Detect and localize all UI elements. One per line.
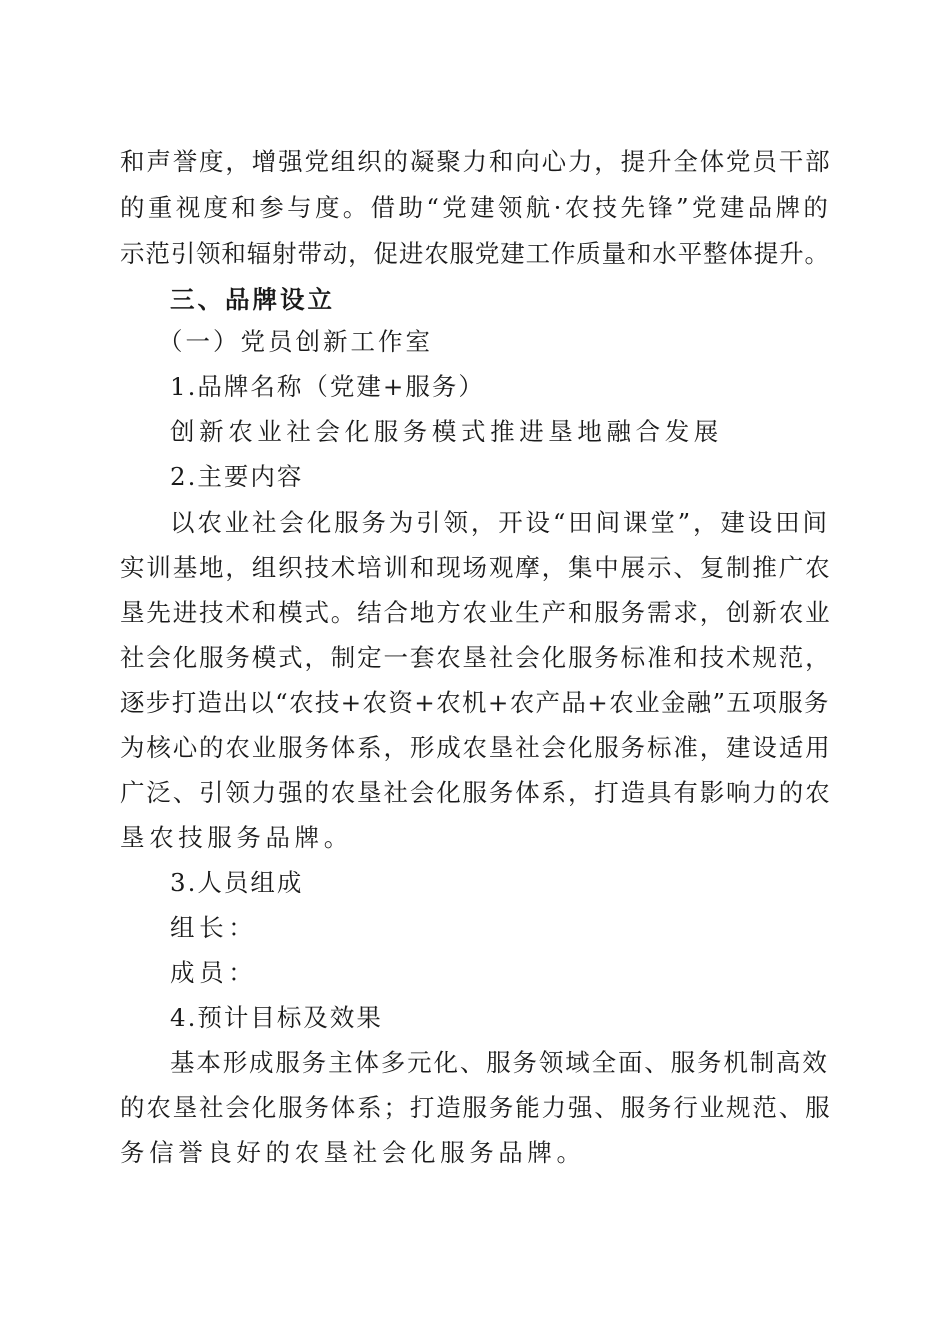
subsection-heading: （一）党员创新工作室 — [158, 327, 433, 356]
item-title: 3.人员组成 — [170, 868, 304, 897]
paragraph-line: 实训基地，组织技术培训和现场观摩，集中展示、复制推广农 — [120, 553, 832, 582]
section-heading: 三、品牌设立 — [170, 285, 335, 314]
paragraph-line: 务信誉良好的农垦社会化服务品牌。 — [120, 1138, 586, 1167]
paragraph-line: 为核心的农业服务体系，形成农垦社会化服务标准，建设适用 — [120, 733, 832, 762]
paragraph-line: 社会化服务模式，制定一套农垦社会化服务标准和技术规范， — [120, 643, 832, 672]
paragraph-line: 逐步打造出以“农技+农资+农机+农产品+农业金融”五项服务 — [120, 688, 830, 717]
paragraph-line: 的重视度和参与度。借助“党建领航·农技先锋”党建品牌的 — [120, 193, 832, 222]
members-label: 成员： — [170, 958, 258, 987]
leader-label: 组长： — [170, 913, 258, 942]
paragraph-line: 示范引领和辐射带动，促进农服党建工作质量和水平整体提升。 — [120, 239, 830, 268]
paragraph-line: 以农业社会化服务为引领，开设“田间课堂”，建设田间 — [170, 508, 830, 537]
paragraph-line: 创新农业社会化服务模式推进垦地融合发展 — [170, 417, 723, 446]
paragraph-line: 和声誉度，增强党组织的凝聚力和向心力，提升全体党员干部 — [120, 147, 832, 176]
item-title: 4.预计目标及效果 — [170, 1003, 383, 1032]
paragraph-line: 垦先进技术和模式。结合地方农业生产和服务需求，创新农业 — [120, 598, 832, 627]
paragraph-line: 广泛、引领力强的农垦社会化服务体系，打造具有影响力的农 — [120, 778, 832, 807]
item-title: 2.主要内容 — [170, 462, 304, 491]
paragraph-line: 基本形成服务主体多元化、服务领域全面、服务机制高效 — [170, 1048, 829, 1077]
paragraph-line: 垦农技服务品牌。 — [120, 823, 353, 852]
item-title: 1.品牌名称（党建+服务） — [170, 372, 485, 401]
paragraph-line: 的农垦社会化服务体系；打造服务能力强、服务行业规范、服 — [120, 1093, 832, 1122]
